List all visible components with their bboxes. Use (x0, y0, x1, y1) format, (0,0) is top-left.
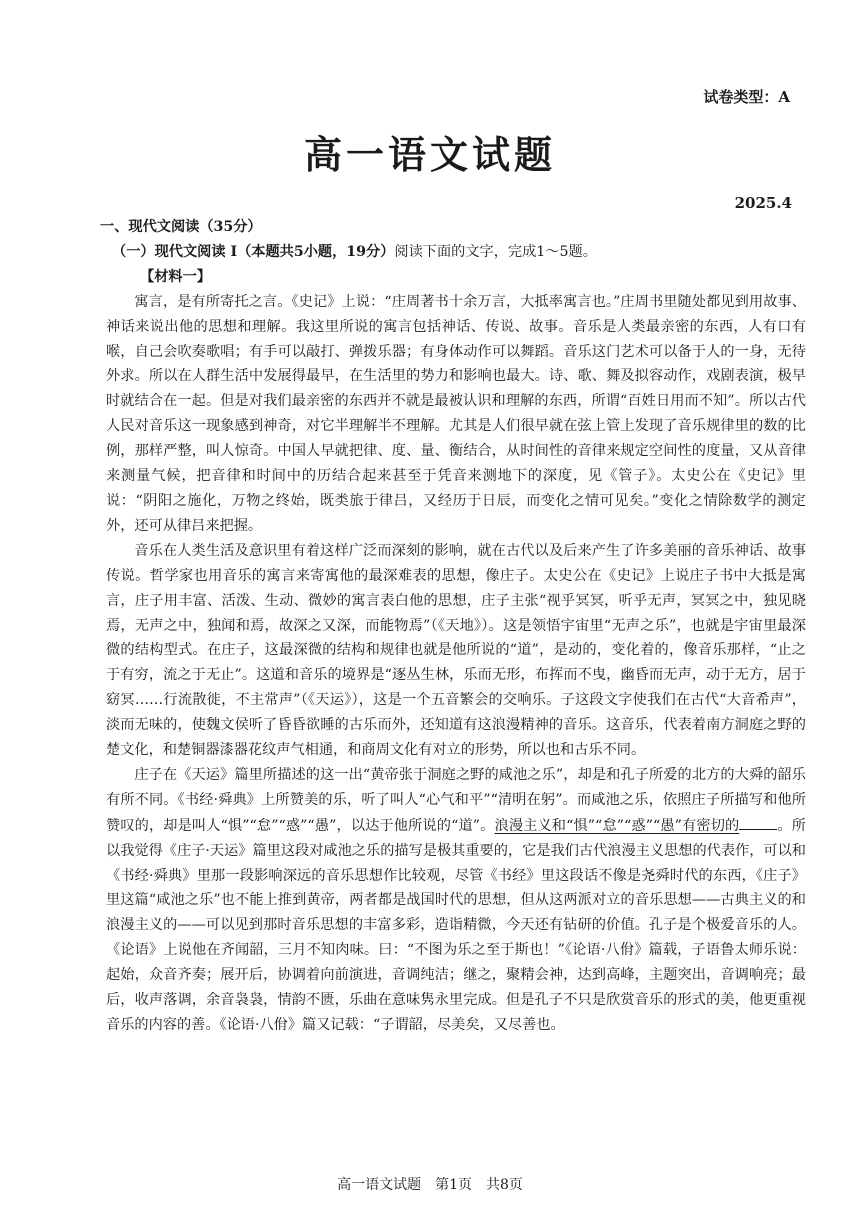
material-heading: 【材料一】 (140, 268, 211, 285)
paragraph-3 (106, 763, 806, 1038)
page-title: 高一语文试题 (303, 132, 556, 177)
section-heading: 一、现代文阅读（35分） (100, 219, 262, 235)
exam-date: 2025.4 (734, 194, 792, 212)
sub-heading-instruction: 阅读下面的文字，完成1～5题。 (394, 243, 597, 260)
paragraph-3-part-a: 庄子在《天运》篇里所描述的这一出“黄帝张于洞庭之野的咸池之乐”，却是和孔子所爱的北方的大舜的韶乐有所不同。《书经·舜典》上所赞美的乐，听了叫人“心气和平”“清明在躬”。而咸池之乐，依照庄子所描写和他所赞叹的，却是叫人“惧”“怠”“惑”“愚”，以达于他所说的“道”。 (106, 766, 806, 834)
page-footer: 高一语文试题 第1页 共8页 (337, 1177, 523, 1193)
underlined-fill-in-phrase: 浪漫主义和“惧”“怠”“惑”“愚”有密切的 (494, 817, 740, 834)
paper-type-label: 试卷类型：A (703, 88, 790, 106)
reading-passage (100, 215, 806, 1038)
paragraph-1: 寓言，是有所寄托之言。《史记》上说：“庄周著书十余万言，大抵率寓言也。”庄周书里随处都见到用故事、神话来说出他的思想和理解。我这里所说的寓言包括神话、传说、故事。音乐是人类最亲密的东西，人有口有喉，自己会吹奏歌唱；有手可以敲打、弹拨乐器；有身体动作可以舞蹈。音乐这门艺术可以备于人的一身，无待外求。所以在人群生活中发展得最早，在生活里的势力和影响也最大。诗、歌、舞及拟容动作，戏剧表演，极早时就结合在一起。但是对我们最亲密的东西并不就是最被认识和理解的东西，所谓“百姓日用而不知”。所以古代人民对音乐这一现象感到神奇，对它半理解半不理解。尤其是人们很早就在弦上管上发现了音乐规律里的数的比例，那样严整，叫人惊奇。中国人早就把律、度、量、衡结合，从时间性的音律来规定空间性的度量，又从音律来测量气候，把音律和时间中的历结合起来甚至于凭音来测地下的深度，见《管子》。太史公在《史记》里说：“阴阳之施化，万物之终始，既类旅于律吕，又经历于日辰，而变化之情可见矣。”变化之情除数学的测定外，还可从律吕来把握。 (106, 293, 806, 534)
fill-in-blank[interactable] (739, 813, 777, 830)
sub-heading-bold: （一）现代文阅读 I（本题共5小题，19分） (112, 243, 395, 260)
sub-heading (112, 240, 806, 265)
paragraph-3-part-b: 。所以我觉得《庄子·天运》篇里这段对咸池之乐的描写是极其重要的，它是我们古代浪漫主义思想的代表作，可以和《书经·舜典》里那一段影响深远的音乐思想作比较观，尽管《书经》里这段话不像是尧舜时代的东西，《庄子》里这篇“咸池之乐”也不能上推到黄帝，两者都是战国时代的思想，但从这两派对立的音乐思想——古典主义的和浪漫主义的——可以见到那时音乐思想的丰富多彩，造诣精微，今天还有钻研的价值。孔子是个极爱音乐的人。《论语》上说他在齐闻韶，三月不知肉味。曰：“不图为乐之至于斯也！”《论语·八佾》篇载，子语鲁太师乐说：起始，众音齐奏；展开后，协调着向前演进，音调纯洁；继之，聚精会神，达到高峰，主题突出，音调响亮；最后，收声落调，余音袅袅，情韵不匮，乐曲在意味隽永里完成。但是孔子不只是欣赏音乐的形式的美，他更重视音乐的内容的善。《论语·八佾》篇又记载：“子谓韶，尽美矣，又尽善也。 (106, 817, 806, 1033)
paragraph-2: 音乐在人类生活及意识里有着这样广泛而深刻的影响，就在古代以及后来产生了许多美丽的音乐神话、故事传说。哲学家也用音乐的寓言来寄寓他的最深难表的思想，像庄子。太史公在《史记》上说庄子书中大抵是寓言，庄子用丰富、活泼、生动、微妙的寓言表白他的思想，庄子主张“视乎冥冥，听乎无声，冥冥之中，独见晓焉，无声之中，独闻和焉，故深之又深，而能物焉”（《天地》）。这是领悟宇宙里“无声之乐”，也就是宇宙里最深微的结构型式。在庄子，这最深微的结构和规律也就是他所说的“道”，是动的，变化着的，像音乐那样，“止之于有穷，流之于无止”。这道和音乐的境界是“逐丛生林，乐而无形，布挥而不曳，幽昏而无声，动于无方，居于窈冥……行流散徙，不主常声”（《天运》），这是一个五音繁会的交响乐。子这段文字使我们在古代“大音希声”，淡而无味的，使魏文侯听了昏昏欲睡的古乐而外，还知道有这浪漫精神的音乐。这音乐，代表着南方洞庭之野的楚文化，和楚铜器漆器花纹声气相通，和商周文化有对立的形势，所以也和古乐不同。 (106, 542, 806, 759)
